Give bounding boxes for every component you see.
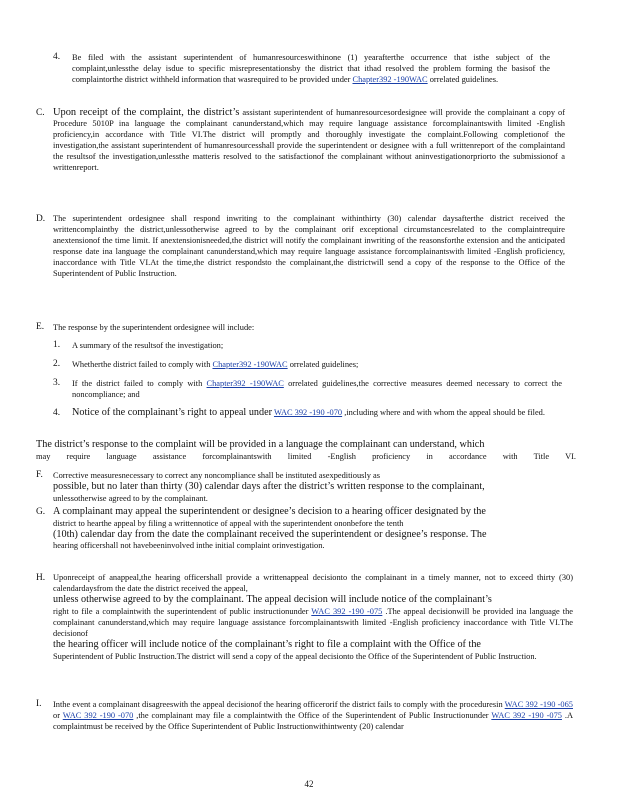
section-i-paragraph: [53, 699, 573, 732]
section-h-line-big: unless otherwise agreed to by the complainant. The appeal decision will include notice of the complainant’s: [53, 594, 492, 606]
e-item-3-paragraph: [72, 378, 562, 400]
item-4-number: 4.: [53, 52, 61, 62]
section-i-text-2: ,the complainant may file a complaintwith the Office of the Superintendent of Public Instructionunder: [133, 711, 492, 721]
section-f-line3: unlessotherwise agreed to by the complainant.: [53, 493, 208, 503]
e-item-2-text: Whetherthe district failed to comply with: [72, 360, 213, 369]
section-i-label: I.: [36, 699, 42, 709]
e-item-3-text-end: orrelated guidelines,the corrective measures deemed necessary to correct the noncompliance; and: [72, 379, 562, 400]
section-e-label: E.: [36, 322, 45, 332]
section-f-line2: possible, but no later than thirty (30) calendar days after the district’s written response to the complainant,: [53, 481, 485, 493]
chapter-392-190-wac-link[interactable]: Chapter392 -190WAC: [206, 379, 284, 388]
wac-392-190-075-link[interactable]: WAC 392 -190 -075: [311, 606, 383, 616]
e-item-2-paragraph: [72, 359, 562, 370]
section-h-label: H.: [36, 573, 46, 583]
wac-392-190-065-link[interactable]: WAC 392 -190 -065: [504, 700, 573, 709]
response-lead: The district’s response to the complaint will be provided in a language the complainant can understand, which: [36, 439, 485, 450]
section-c-paragraph: [53, 107, 565, 174]
section-i-text-1: Inthe event a complainant disagreeswith the appeal decisionof the hearing officerorif the district fails to comply with the proceduresin: [53, 700, 505, 709]
section-g-line2: district to hearthe appeal by filing a writtennotice of appeal with the superintendent ononbefore the tenth: [53, 518, 404, 528]
wac-392-190-070-link[interactable]: WAC 392 -190 -070: [62, 711, 134, 721]
section-i-or: or: [53, 711, 63, 721]
section-g-line4: hearing officershall not havebeeninvolved inthe initial complaint orinvestigation.: [53, 541, 325, 551]
section-g-paragraph: [53, 506, 573, 551]
section-c-label: C.: [36, 108, 45, 118]
section-h-paragraph: [53, 572, 573, 662]
section-h-line-big-2: the hearing officer will include notice of the complainant’s right to file a complaint with the Office of the: [53, 639, 481, 651]
section-i-text-3: .A complaintmust be received by the Office Superintendent of Public Instructionwithintwenty (20) calendar: [53, 711, 574, 732]
e-item-4-number: 4.: [53, 408, 61, 418]
e-item-1-number: 1.: [53, 340, 61, 350]
e-item-3-number: 3.: [53, 378, 61, 388]
section-h-text-3: .The appeal decisionwill be provided ina language the complainant canunderstand,which may require language assistance forcomplainantswith limited -English proficiency inaccordance with Title VI.The decisionof: [53, 606, 574, 638]
item-4-text-end: orrelated guidelines.: [427, 75, 499, 85]
chapter-392-190-wac-link[interactable]: Chapter392 -190WAC: [212, 360, 288, 369]
section-f-paragraph: [53, 470, 573, 504]
e-item-4-text: ,including where and with whom the appeal should be filed.: [342, 408, 545, 417]
e-item-3-text: If the district failed to comply with: [72, 379, 207, 388]
e-item-4-paragraph: [72, 407, 562, 418]
e-item-2-text-end: orrelated guidelines;: [287, 360, 359, 369]
section-d-label: D.: [36, 214, 46, 224]
chapter-392-190-wac-link[interactable]: Chapter392 -190WAC: [352, 75, 428, 85]
e-item-4-lead: Notice of the complainant’s right to appeal under: [72, 407, 273, 418]
section-c-text: assistant superintendent of humanresourcesordesignee will provide the complainant a copy of Procedure 5010P ina language the complainant canunderstand,which may require language assistance forcomplainantswith limited -English proficiency,in accordance with Title VI.The district will promptly and thoroughly investigate the complaint.Following completionof the investigation,the assistant superintendent of humanresourcesshall provide the superintendent or designee with a full writtenreport of the complaintand the resultsof the investigation,unlessthe matteris resolved to the satisfactionof the complainant without aninvestigationorpriorto the submissionof a writtenreport.: [53, 108, 565, 173]
section-d-paragraph: The superintendent ordesignee shall respond inwriting to the complainant withinthirty (30) calendar daysafterthe district received the writtencomplaintby the district,unlessotherwise agreed to by the complainant orif exceptional circumstancesrelated to the complaintrequire anextensionof the time limit. If anextensionisneeded,the district will notify the complainant inwriting of the reasonsforthe extension and the anticipated response date ina language the complainant canunderstand,which may require language assistance forcomplainantswith limited -English proficiency, inaccordance with Title VI.At the time,the district respondsto the complainant,the districtwill send a copy of the response to the Office of the Superintendent of Public Instruction.: [53, 214, 565, 279]
wac-392-190-075-link[interactable]: WAC 392 -190 -075: [491, 711, 562, 721]
page-number: 42: [304, 779, 314, 789]
section-g-line3: (10th) calendar day from the date the complainant received the superintendent or designee’s response. The: [53, 528, 487, 540]
section-g-line1: A complainant may appeal the superintendent or designee’s decision to a hearing officer designated by the: [53, 506, 486, 517]
section-h-text-1: Uponreceipt of anappeal,the hearing officershall provide a writtenappeal decisionto the complainant in a timely manner, not to exceed thirty (30) calendardaysfrom the date the district received the appeal,: [53, 573, 573, 594]
section-f-label: F.: [36, 470, 43, 480]
section-c-lead: Upon receipt of the complaint, the district’s: [53, 107, 240, 118]
section-f-line1: Corrective measuresnecessary to correct any noncompliance shall be instituted asexpeditiously as: [53, 471, 380, 480]
section-h-text-4: Superintendent of Public Instruction.The district will send a copy of the appeal decisionto the Office of the Superintendent of Public Instruction.: [53, 651, 537, 661]
section-h-text-2: right to file a complaintwith the superintendent of public instructionunder: [53, 606, 312, 616]
section-h-body: [53, 606, 573, 639]
e-item-2-number: 2.: [53, 359, 61, 369]
e-item-1-text: A summary of the resultsof the investigation;: [72, 341, 224, 350]
section-g-label: G.: [36, 507, 46, 517]
wac-392-190-070-link[interactable]: WAC 392 -190 -070: [273, 408, 343, 417]
item-4-text: Be filed with the assistant superintendent of humanresourceswithinone (1) yearafterthe occurrence that isthe subject of the complaint,unlessthe delay isdue to specific misrepresentationsby the district that ithad resolved the problem forming the basisof the complaintorthe district withheld information that wasrequired to be provided under: [72, 53, 550, 85]
item-4-paragraph: [72, 52, 550, 85]
section-e-intro: The response by the superintendent ordesignee will include:: [53, 323, 255, 332]
response-tail: may require language assistance forcomplainantswith limited -English proficiency in accordance with Title VI.: [36, 452, 576, 461]
